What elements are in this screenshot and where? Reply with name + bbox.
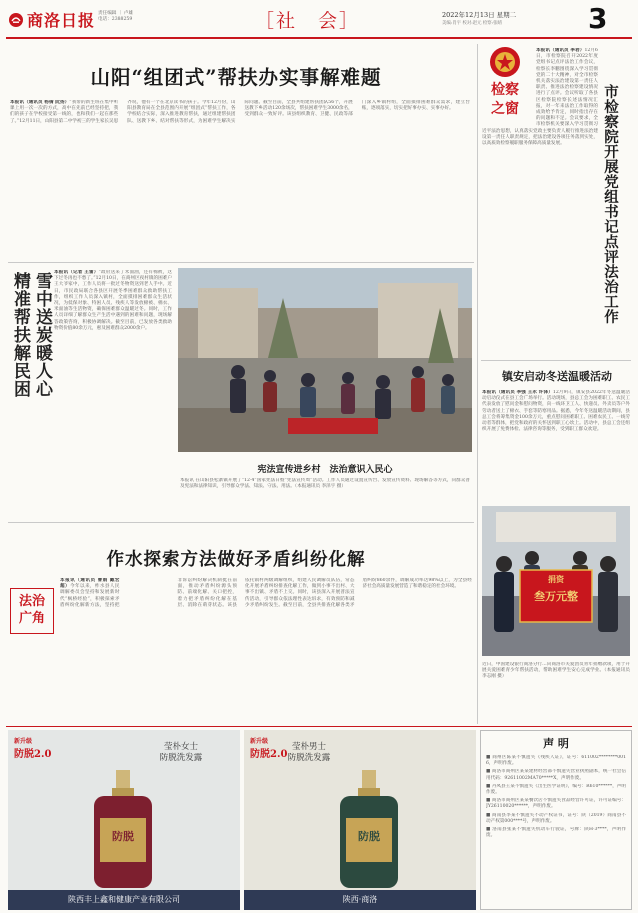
- ad2-bottle-label: 防脱: [358, 830, 380, 843]
- ad-female-shampoo: [8, 730, 240, 910]
- jiancha-body-text: 12月6日，市检察院召开2022年度党组书记点评法治工作会议，检察长李鹏围绕深入学习贯彻党的二十大精神，对全市检察机关落实法治建设第一责任人职责、推进法治检察建设情况进行了点评。会议听取了各县区检察院检察长述法情况汇报，对一年来法治工作取得的成效给予肯定，同时指出存在的问题和不足。会议要求，全市检察机关要深入学习贯彻习近平法治思想，认真落实党政主要负责人履行推进法治建设第一责任人职责规定，把法治建设各项任务落到实处，以高质效检察履职服务保障高质量发展。: [482, 48, 598, 147]
- page-number: 3: [588, 2, 608, 35]
- zhenan-body-text: 12月9日，镇安县2022年冬送温暖活动启动仪式在县工会广场举行。活动现场，县总工会为困难职工、农民工代表发放了慰问金和慰问物资，向一线环卫工人、快递员、外卖员等户外劳动者送上了棉衣、手套等防寒用品。据悉，今年冬送温暖活动期间，县总工会将筹集资金100余万元，重点慰问困难职工、困难农民工、一线劳动者等群体，把党和政府的关怀送到职工心坎上。活动中，县总工会还组织开展了免费体检、法律咨询等服务，受到职工群众欢迎。: [482, 390, 630, 433]
- zhenan-byline: 本报讯（通讯员 李强 王永 许泽）: [482, 390, 553, 395]
- jiancha-title: 市检察院开展党组书记点评法治工作: [602, 84, 619, 324]
- ad1-company: 陕西丰上鑫和健康产业有限公司: [68, 895, 180, 904]
- statement-item: ■ 丹凤县王某不慎遗失《出生医学证明》，编号：R610******，声明作废。: [486, 783, 626, 796]
- fangfa-headline: 作水探索方法做好矛盾纠纷化解: [106, 550, 366, 570]
- fangfa-byline: 本报讯（通讯员 曹娟 戴宏超）: [60, 578, 120, 590]
- donation-caption: 近日，中国建设银行商洛分行…向商洛市关爱团员青年捐赠款项，用于开展关爱困难青少年帮扶活动，帮助困难学生安心完成学业。（本报通讯员 李志刚 摄）: [482, 662, 630, 680]
- ad2-product: 莹朴男士 防脱洗发露: [287, 742, 331, 763]
- shanyang-body-text: “我带的新生班在集中听课上用一次一次的方式，高中在先前已经坚持把，我们的孩子在学校接受第一线的，也和我们一起在那些了。”12月11日，山阳县第二中学初三的学生家长吴思齐说，他有一个在北京读书的孩子。今年12月份，山阳县教育局在全县范围内开展“组团式”帮扶工作，各学校结合实际，深入推进教育帮扶，通过组建帮扶团队、送教下乡、结对帮扶等形式，为困难学生解决实际问题。截至目前，全县共组建帮扶团队56个，开展送教下乡活动120余场次，帮扶困难学生3000余名，受到群众一致好评。该县组织教育、卫健、民政等部门深入乡镇村组，全面摸排困难群众需求，建立台账，逐项落实，切实把好事办实、实事办好。: [10, 100, 470, 124]
- jiancha-body: [482, 48, 598, 356]
- xue-title-col1: 精准帮扶解民困: [10, 272, 30, 398]
- shanyang-body: [10, 100, 470, 256]
- masthead: [0, 0, 638, 42]
- jiancha-badge-bottom: 之窗: [491, 101, 519, 117]
- divider-h2: [8, 522, 474, 523]
- ads-top-rule: [6, 726, 632, 727]
- masthead-date: 2022年12月13日 星期二: [442, 11, 517, 19]
- zhenan-body: [482, 390, 630, 502]
- statement-item: ■ 洛南县张某不慎遗失机动车行驶证，号牌：陕H·3****，声明作废。: [486, 827, 626, 839]
- fangfa-column-title2: 广角: [18, 611, 45, 626]
- ad2-series-line1: 新升级: [250, 738, 269, 745]
- xue-title-col2: 雪中送炭暖人心: [32, 272, 52, 398]
- jiancha-byline: 本报讯（通讯员 李岩）: [536, 48, 585, 53]
- masthead-editors: 美编:肖宇 校对:赵元 检察:张晴: [442, 21, 502, 26]
- xue-photo-note: 本报讯 在山阳县松寨镇开展了“12·4”国家宪法日暨“宪法宣传周”活动。工作人员通过设置宣传台、发放宣传资料、现场解答等方式，向群众普及宪法和法律知识，引导群众学法、知法、守法、用法。（本报通讯员 李泽宇 摄）: [180, 478, 470, 490]
- statement-item: ■ 商洛市商州区某某建材经营部不慎遗失营业执照副本，统一社会信用代码：92611002MA70*****X，声明作废。: [486, 769, 626, 781]
- statement-item: ■ 商洛市商州区某某餐饮店不慎遗失食品经营许可证，许可证编号：JY26110020******，声明作废。: [486, 798, 626, 810]
- xue-body: [10, 270, 172, 516]
- statement-item: ■ 商南县李某不慎遗失不动产权证书，证号：陕（2019）商南县不动产权第000****号，声明作废。: [486, 812, 626, 824]
- xue-body-text: “政府送来了米面油，还有棉被，这下过冬再也不愁了。”12月10日，在商州区夜村镇的困难户王大爷家中，工作人员将一批过冬物资送到老人手中。近日，市民政局联合各县区开展冬季困难群众救助帮扶工作，组织工作人员深入镇村，全面摸排困难群众生活状况，为低保对象、特困人员、残疾人等发放棉被、棉衣、米面油等生活物资，确保困难群众温暖过冬。同时，工作人员详细了解群众生产生活中遇到的困难和问题，现场解答政策咨询，积极协调解决。截至目前，已发放各类救助物资价值80余万元，惠及困难群众2000余户。: [54, 270, 172, 331]
- ad1-bottle-label: 防脱: [112, 830, 134, 843]
- divider-h3: [481, 360, 631, 361]
- zhenan-headline: 镇安启动冬送温暖活动: [502, 370, 612, 383]
- statement-box: [480, 730, 632, 910]
- masthead-meta-line2: 电话：2388259: [98, 17, 133, 22]
- divider-h1: [8, 262, 474, 263]
- ad1-series: [14, 736, 51, 760]
- statement-item: ■ 商州区陈某不慎遗失《残疾人证》，证号：611002********0016，声明作废。: [486, 755, 626, 767]
- fangfa-body-text: 今年以来，柞水县人民调解委员会坚持和发展新时代“枫桥经验”，积极探索矛盾纠纷化解新方法，坚持把非诉讼纠纷解决机制挺在前面，推动矛盾纠纷源头预防、前端化解、关口把控，着力把矛盾纠纷化解在基层、消除在萌芽状态。该县依托镇村两级调解组织，组建人民调解员队伍，常态化开展矛盾纠纷排查化解工作，做到小事不出村、大事不出镇、矛盾不上交。同时，该县深入开展普法宣传活动，引导群众依法理性表达诉求，有效预防和减少矛盾纠纷发生。截至目前，全县共排查化解各类矛盾纠纷860余件，调解成功率达98%以上，为全县经济社会高质量发展营造了和谐稳定的社会环境。: [60, 578, 472, 608]
- ad2-series-line2: 防脱2.0: [250, 749, 288, 760]
- fangfa-column-title1: 法治: [18, 594, 45, 609]
- ad1-company-bar: [8, 890, 240, 910]
- paper-emblem-icon: [8, 12, 24, 28]
- statement-title: 声 明: [543, 737, 569, 750]
- section-title: ［社 会］: [255, 10, 361, 32]
- xue-byline: 本报讯（记者 王雷）: [54, 270, 99, 275]
- ad1-series-line2: 防脱2.0: [14, 749, 52, 760]
- ad1-series-line1: 新升级: [14, 738, 33, 745]
- paper-logo: [8, 8, 95, 31]
- donation-banner-label: 捐资: [548, 574, 564, 584]
- xue-photo-caption: 宪法宣传进乡村 法治意识入民心: [257, 465, 393, 475]
- divider-v1: [477, 44, 478, 724]
- xue-photo: [178, 268, 472, 452]
- paper-name: 商洛日报: [27, 11, 96, 30]
- masthead-meta: [98, 11, 133, 23]
- jiancha-badge-top: 检察: [491, 82, 519, 98]
- masthead-rule: [6, 37, 632, 39]
- ad2-company-bar: [244, 890, 476, 910]
- fangfa-body: [10, 578, 472, 716]
- shanyang-byline: 本报讯（通讯员 杨倩 阮扬）: [10, 100, 70, 105]
- masthead-meta-line1: 责任编辑 ｜ 卢雄: [98, 11, 134, 16]
- donation-banner-amount: 叁万元整: [534, 590, 578, 603]
- ad1-product: 莹朴女士 防脱洗发露: [159, 742, 203, 763]
- ad-male-shampoo: [244, 730, 476, 910]
- ad2-company: 陕西·商洛: [342, 895, 378, 904]
- shanyang-headline: 山阳“组团式”帮扶办实事解难题: [90, 66, 382, 89]
